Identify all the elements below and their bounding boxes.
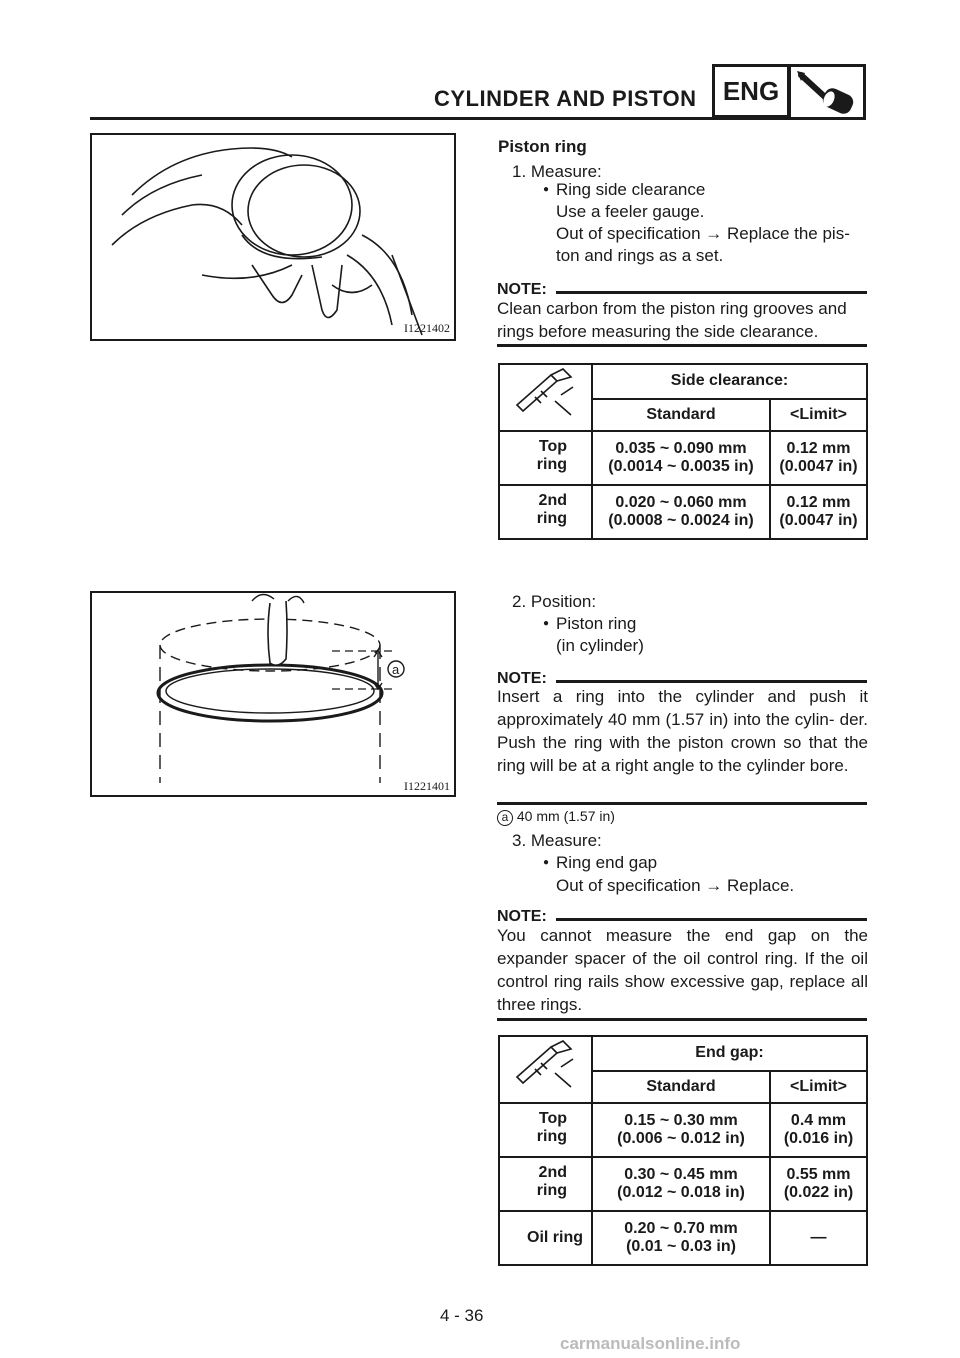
standard-value: 0.30 ~ 0.45 mm [624, 1166, 738, 1183]
row-label: Top [538, 438, 567, 455]
note-rule [556, 680, 867, 683]
row-label: ring [536, 1128, 567, 1145]
row-label: ring [536, 456, 567, 473]
table-row [499, 485, 867, 539]
caliper-icon [499, 364, 592, 431]
instruction-line: ton and rings as a set. [556, 246, 724, 265]
callout-text: 40 mm (1.57 in) [516, 808, 615, 824]
standard-value-in: (0.0014 ~ 0.0035 in) [608, 458, 754, 475]
table-title: Side clearance: [592, 364, 867, 399]
note-rule [497, 344, 867, 347]
row-label: 2nd [538, 1164, 567, 1181]
bullet-ring-side-clearance: ● Ring side clearance [556, 178, 705, 201]
table-row [499, 1157, 867, 1211]
limit-value-in: (0.022 in) [783, 1184, 854, 1201]
page-number: 4 - 36 [440, 1306, 484, 1325]
table-row [499, 1211, 867, 1265]
table-row [499, 1103, 867, 1157]
note-rule [497, 1018, 867, 1021]
note-label: NOTE: [497, 908, 547, 925]
callout-a-label: a [392, 662, 400, 677]
limit-value: 0.12 mm [786, 494, 851, 511]
standard-value-in: (0.0008 ~ 0.0024 in) [608, 512, 754, 529]
callout-letter: a [497, 810, 513, 826]
watermark: carmanualsonline.info [560, 1334, 741, 1353]
row-label: Oil ring [527, 1229, 583, 1246]
instruction-line: Use a feeler gauge. [556, 202, 705, 221]
note-rule [556, 918, 867, 921]
header-rule [90, 117, 790, 120]
column-header-standard: Standard [592, 399, 770, 431]
standard-value-in: (0.006 ~ 0.012 in) [617, 1130, 745, 1147]
page-title: CYLINDER AND PISTON [434, 86, 697, 111]
side-clearance-table [498, 363, 868, 540]
caliper-icon [499, 1036, 592, 1103]
row-label: Top [538, 1110, 567, 1127]
instruction-line: Out of specification → Replace the pis- [556, 224, 850, 243]
row-label: ring [536, 1182, 567, 1199]
standard-value: 0.15 ~ 0.30 mm [624, 1112, 738, 1129]
bullet-ring-end-gap: ● Ring end gap [556, 851, 657, 874]
limit-value: 0.55 mm [786, 1166, 851, 1183]
column-header-standard: Standard [592, 1071, 770, 1103]
note-rule [497, 802, 867, 805]
step-1: 1. Measure: [512, 162, 602, 181]
note-text: You cannot measure the end gap on the expander spacer of the oil control ring. If the oil control ring rails show excessive gap, replace all three rings. [497, 926, 868, 1014]
standard-value: 0.020 ~ 0.060 mm [615, 494, 747, 511]
section-tag: ENG [712, 64, 790, 118]
limit-value: 0.4 mm [790, 1112, 847, 1129]
limit-value-in: (0.016 in) [783, 1130, 854, 1147]
column-header-limit: <Limit> [770, 399, 867, 431]
note-rule [556, 291, 867, 294]
standard-value-in: (0.01 ~ 0.03 in) [626, 1238, 736, 1255]
figure-ring-in-cylinder [90, 591, 456, 797]
instruction-line: (in cylinder) [556, 636, 644, 655]
limit-value-in: (0.0047 in) [779, 458, 858, 475]
row-label: 2nd [538, 492, 567, 509]
limit-value-in: (0.0047 in) [779, 512, 858, 529]
standard-value: 0.20 ~ 0.70 mm [624, 1220, 738, 1237]
figure-code: I1221401 [404, 779, 450, 793]
step-3: 3. Measure: [512, 831, 602, 850]
limit-value: — [810, 1229, 827, 1246]
table-row [499, 431, 867, 485]
bullet-piston-ring: ● Piston ring [556, 612, 636, 635]
end-gap-table [498, 1035, 868, 1266]
wrench-icon [788, 64, 866, 120]
table-title: End gap: [592, 1036, 867, 1071]
standard-value-in: (0.012 ~ 0.018 in) [617, 1184, 745, 1201]
note-text: Insert a ring into the cylinder and push it approximately 40 mm (1.57 in) into the cylin- der. Push the ring with the piston crown so that the ring will be at a right angle to the cylinder bore. [497, 687, 868, 775]
figure-piston-ring-side-clearance [90, 133, 456, 341]
row-label: ring [536, 510, 567, 527]
standard-value: 0.035 ~ 0.090 mm [615, 440, 747, 457]
note-text: Clean carbon from the piston ring grooves and rings before measuring the side clearance. [497, 299, 847, 341]
column-header-limit: <Limit> [770, 1071, 867, 1103]
callout-a [497, 808, 615, 826]
limit-value: 0.12 mm [786, 440, 851, 457]
section-heading: Piston ring [498, 137, 587, 156]
figure-code: I1221402 [404, 321, 450, 335]
note-label: NOTE: [497, 281, 547, 298]
step-2: 2. Position: [512, 592, 597, 611]
hands-holding-piston-illustration [92, 135, 454, 339]
instruction-line: Out of specification → Replace. [556, 876, 795, 895]
note-label: NOTE: [497, 670, 547, 687]
cylinder-ring-illustration [92, 593, 454, 795]
